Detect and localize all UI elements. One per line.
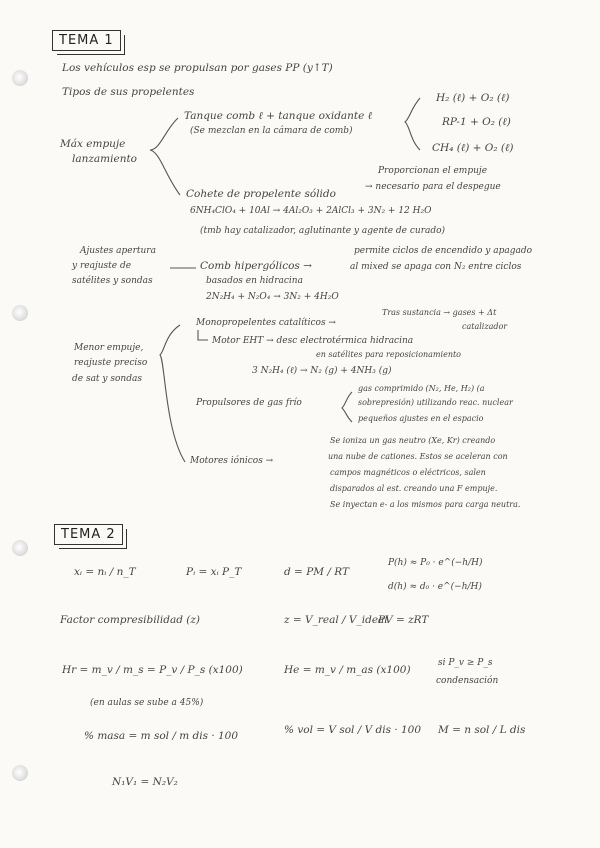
tema1-subtitle: Tipos de sus propelentes <box>62 86 195 98</box>
lanzamiento-label: lanzamiento <box>72 153 138 165</box>
percent-mass: % masa = m sol / m dis · 100 <box>84 730 239 742</box>
formula-hr: Hr = m_v / m_s = P_v / P_s (x100) <box>62 664 243 676</box>
gas-frio-1: gas comprimido (N₂, He, H₂) (a <box>358 384 485 393</box>
hypergolic-equation: 2N₂H₄ + N₂O₄ → 3N₂ + 4H₂O <box>206 292 339 302</box>
dilution: N₁V₁ = N₂V₂ <box>112 776 178 788</box>
percent-volume: % vol = V sol / V dis · 100 <box>284 724 422 736</box>
ion-line-5: Se inyectan e- a los mismos para carga neutra. <box>330 500 521 509</box>
monopropelentes: Monopropelentes catalíticos → <box>196 318 336 328</box>
solid-note-2: → necesario para el despegue <box>365 182 501 192</box>
gas-frio: Propulsores de gas frío <box>196 398 302 408</box>
formula-dh: d(h) ≈ d₀ · e^(−h/H) <box>388 582 482 592</box>
solid-additives: (tmb hay catalizador, aglutinante y agente de curado) <box>200 226 446 236</box>
formula-he: He = m_v / m_as (x100) <box>284 664 411 676</box>
gas-frio-2: sobrepresión) utilizando reac. nuclear <box>358 398 513 407</box>
reaction-h2: H₂ (ℓ) + O₂ (ℓ) <box>436 92 510 104</box>
reaction-rp1: RP-1 + O₂ (ℓ) <box>442 116 511 128</box>
hypergolic-note-1: permite ciclos de encendido y apagado <box>354 246 533 256</box>
menor-3: de sat y sondas <box>72 374 142 384</box>
max-empuje-label: Máx empuje <box>60 138 126 150</box>
eht-detail: en satélites para reposicionamiento <box>316 350 461 359</box>
condition: si P_v ≥ P_s <box>438 658 493 668</box>
menor-2: reajuste preciso <box>74 358 148 368</box>
tema1-intro: Los vehículos esp se propulsan por gases PP (y↑T) <box>62 62 333 74</box>
ion-line-4: disparados al est. creando una F empuje. <box>330 484 498 493</box>
catalizador-label: catalizador <box>462 322 508 331</box>
ajustes-3: satélites y sondas <box>72 276 153 286</box>
ion-line-3: campos magnéticos o eléctricos, salen <box>330 468 486 477</box>
ajustes-1: Ajustes apertura <box>80 246 156 256</box>
compressibility: Factor compresibilidad (z) <box>60 614 201 626</box>
pv-equation: PV = zRT <box>378 614 429 626</box>
solid-note-1: Proporcionan el empuje <box>378 166 488 176</box>
gas-frio-3: pequeños ajustes en el espacio <box>358 414 484 423</box>
motores-ionicos: Motores iónicos → <box>190 456 274 466</box>
hypergolic: Comb hipergólicos → <box>200 260 312 272</box>
formula-ph: P(h) ≈ P₀ · e^(−h/H) <box>388 558 483 568</box>
hypergolic-note-2: al mixed se apaga con N₂ entre ciclos <box>350 262 522 272</box>
mono-note: Tras sustancia → gases + Δt <box>382 308 497 317</box>
reaction-ch4: CH₄ (ℓ) + O₂ (ℓ) <box>432 142 514 154</box>
solid-propellant: Cohete de propelente sólido <box>186 188 336 200</box>
formula-pi: Pᵢ = xᵢ P_T <box>186 566 242 578</box>
tema2-title: TEMA 2 <box>54 524 123 545</box>
condensation: condensación <box>436 676 499 686</box>
formula-xi: xᵢ = nᵢ / n_T <box>74 566 136 578</box>
molarity: M = n sol / L dis <box>438 724 526 736</box>
ion-line-1: Se ioniza un gas neutro (Xe, Kr) creando <box>330 436 496 445</box>
formula-density: d = PM / RT <box>284 566 349 578</box>
menor-1: Menor empuje, <box>74 343 144 353</box>
solid-equation: 6NH₄ClO₄ + 10Al → 4Al₂O₃ + 2AlCl₃ + 3N₂ + 12 H₂O <box>190 206 432 216</box>
liquid-tank: Tanque comb ℓ + tanque oxidante ℓ <box>184 110 373 122</box>
eht-equation: 3 N₂H₄ (ℓ) → N₂ (g) + 4NH₃ (g) <box>252 366 392 376</box>
aulas-note: (en aulas se sube a 45%) <box>90 698 204 708</box>
liquid-mix: (Se mezclan en la cámara de comb) <box>190 126 353 136</box>
ion-line-2: una nube de cationes. Estos se aceleran con <box>328 452 508 461</box>
motor-eht: Motor EHT → desc electrotérmica hidracina <box>212 336 414 346</box>
compressibility-eq: z = V_real / V_ideal <box>284 614 388 626</box>
tema1-title: TEMA 1 <box>52 30 121 51</box>
ajustes-2: y reajuste de <box>72 261 132 271</box>
hypergolic-detail: basados en hidracina <box>206 276 303 286</box>
